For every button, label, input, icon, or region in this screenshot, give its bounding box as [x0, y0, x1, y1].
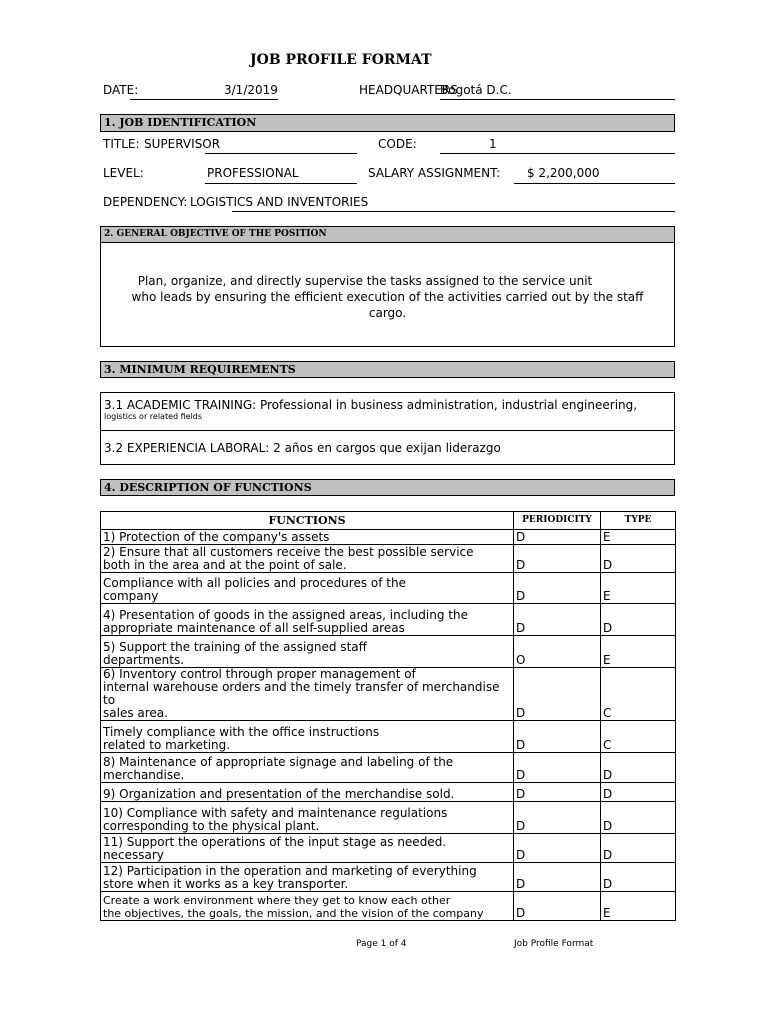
functions-table: [100, 511, 676, 921]
headquarters-underline: [440, 99, 675, 100]
table-row: [101, 834, 676, 863]
periodicity-cell: O: [514, 636, 601, 668]
level-underline: [205, 183, 357, 184]
salary-label: SALARY ASSIGNMENT:: [368, 166, 501, 180]
section-functions-heading: 4. DESCRIPTION OF FUNCTIONS: [100, 479, 675, 496]
title-label: TITLE:: [103, 137, 140, 151]
type-cell: D: [601, 604, 676, 636]
table-row: [101, 721, 676, 753]
date-underline: [130, 99, 278, 100]
periodicity-cell: D: [514, 863, 601, 892]
function-text: 10) Compliance with safety and maintenance regulations corresponding to the physical plant.: [101, 802, 514, 834]
dependency-label: DEPENDENCY:: [103, 195, 188, 209]
periodicity-cell: D: [514, 892, 601, 921]
table-row: [101, 573, 676, 604]
section-general-objective-heading: 2. GENERAL OBJECTIVE OF THE POSITION: [100, 226, 675, 243]
function-text: 11) Support the operations of the input stage as needed. necessary: [101, 834, 514, 863]
work-experience: 3.2 EXPERIENCIA LABORAL: 2 años en cargos que exijan liderazgo: [104, 441, 501, 455]
salary-value: $ 2,200,000: [527, 166, 600, 180]
type-cell: C: [601, 721, 676, 753]
type-cell: D: [601, 834, 676, 863]
table-row: [101, 604, 676, 636]
table-row: [101, 530, 676, 545]
document-title: JOB PROFILE FORMAT: [250, 52, 432, 68]
type-cell: D: [601, 545, 676, 573]
table-row: [101, 783, 676, 802]
general-objective-text: [101, 273, 674, 321]
periodicity-cell: D: [514, 573, 601, 604]
code-value: 1: [489, 137, 497, 151]
date-label: DATE:: [103, 83, 139, 97]
requirements-divider: [101, 430, 674, 431]
type-cell: D: [601, 783, 676, 802]
periodicity-cell: D: [514, 753, 601, 783]
code-label: CODE:: [378, 137, 417, 151]
periodicity-cell: D: [514, 783, 601, 802]
type-cell: C: [601, 668, 676, 721]
table-row: [101, 863, 676, 892]
table-row: [101, 636, 676, 668]
periodicity-cell: D: [514, 604, 601, 636]
section-minimum-requirements-heading: 3. MINIMUM REQUIREMENTS: [100, 361, 675, 378]
table-row: [101, 892, 676, 921]
column-header-type: TYPE: [601, 512, 676, 530]
column-header-functions: FUNCTIONS: [101, 512, 514, 530]
date-value: 3/1/2019: [224, 83, 278, 97]
functions-header-row: [101, 512, 676, 530]
function-text: Compliance with all policies and procedures of the company: [101, 573, 514, 604]
function-text: 4) Presentation of goods in the assigned areas, including the appropriate maintenance of all self-supplied areas: [101, 604, 514, 636]
function-text: Create a work environment where they get to know each other the objectives, the goals, the mission, and the vision of the company: [101, 892, 514, 921]
periodicity-cell: D: [514, 834, 601, 863]
type-cell: D: [601, 863, 676, 892]
code-underline: [440, 153, 675, 154]
salary-underline: [514, 183, 675, 184]
function-text: 5) Support the training of the assigned staff departments.: [101, 636, 514, 668]
title-underline: [205, 153, 357, 154]
function-text: 6) Inventory control through proper management of internal warehouse orders and the timely transfer of merchandise to sales area.: [101, 668, 514, 721]
level-label: LEVEL:: [103, 166, 144, 180]
requirements-box: [100, 392, 675, 465]
type-cell: E: [601, 530, 676, 545]
dependency-underline: [232, 211, 675, 212]
periodicity-cell: D: [514, 668, 601, 721]
dependency-value: LOGISTICS AND INVENTORIES: [190, 195, 369, 209]
periodicity-cell: D: [514, 721, 601, 753]
general-objective-box: [100, 242, 675, 347]
objective-line-1: Plan, organize, and directly supervise the tasks assigned to the service unit: [137, 274, 593, 288]
function-text: 8) Maintenance of appropriate signage and labeling of the merchandise.: [101, 753, 514, 783]
footer-document-name: Job Profile Format: [514, 939, 594, 949]
page-number: Page 1 of 4: [356, 939, 407, 949]
type-cell: E: [601, 573, 676, 604]
objective-line-3: cargo.: [368, 306, 407, 320]
academic-training: 3.1 ACADEMIC TRAINING: Professional in business administration, industrial engineering,: [104, 398, 638, 412]
function-text: 1) Protection of the company's assets: [101, 530, 514, 545]
column-header-periodicity: PERIODICITY: [514, 512, 601, 530]
title-value: SUPERVISOR: [144, 137, 221, 151]
periodicity-cell: D: [514, 530, 601, 545]
function-text: 2) Ensure that all customers receive the best possible service both in the area and at the point of sale.: [101, 545, 514, 573]
type-cell: D: [601, 753, 676, 783]
function-text: Timely compliance with the office instructions related to marketing.: [101, 721, 514, 753]
type-cell: D: [601, 802, 676, 834]
academic-training-detail: logistics or related fields: [104, 412, 203, 421]
function-text: 9) Organization and presentation of the merchandise sold.: [101, 783, 514, 802]
level-value: PROFESSIONAL: [207, 166, 299, 180]
periodicity-cell: D: [514, 545, 601, 573]
section-job-identification-heading: 1. JOB IDENTIFICATION: [100, 114, 675, 132]
periodicity-cell: D: [514, 802, 601, 834]
type-cell: E: [601, 892, 676, 921]
headquarters-label: HEADQUARTERS: [359, 83, 458, 97]
objective-line-2: who leads by ensuring the efficient execution of the activities carried out by the staff: [131, 290, 644, 304]
headquarters-value: Bogotá D.C.: [440, 83, 512, 97]
table-row: [101, 753, 676, 783]
function-text: 12) Participation in the operation and marketing of everything store when it works as a key transporter.: [101, 863, 514, 892]
table-row: [101, 802, 676, 834]
table-row: [101, 545, 676, 573]
table-row: [101, 668, 676, 721]
type-cell: E: [601, 636, 676, 668]
